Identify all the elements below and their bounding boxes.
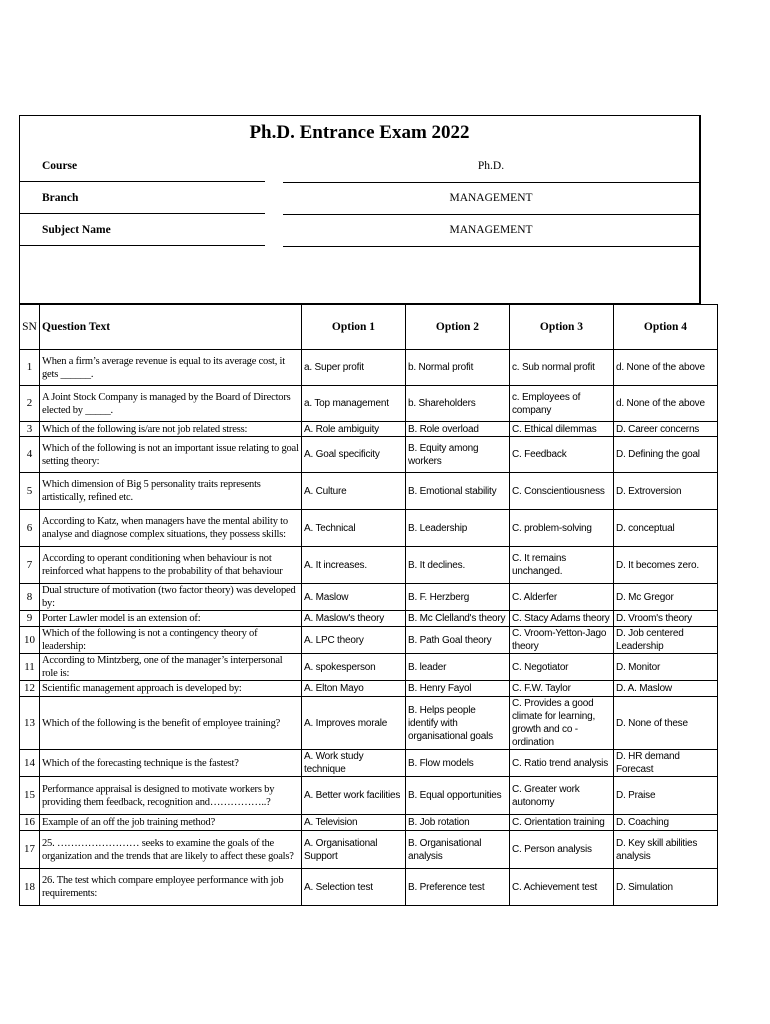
option-3: C. Provides a good climate for learning, growth and co - ordination (510, 697, 614, 750)
option-4: D. None of these (614, 697, 718, 750)
option-1: A. Better work facilities (302, 777, 406, 815)
exam-title: Ph.D. Entrance Exam 2022 (19, 115, 701, 150)
question-number: 10 (20, 627, 40, 654)
option-3: C. Orientation training (510, 815, 614, 831)
option-3: C. Feedback (510, 437, 614, 473)
option-2: B. It declines. (406, 547, 510, 584)
option-2: B. Emotional stability (406, 473, 510, 510)
question-text: Example of an off the job training method? (40, 815, 302, 831)
option-2: B. Henry Fayol (406, 681, 510, 697)
option-2: B. Flow models (406, 750, 510, 777)
option-3: C. Ethical dilemmas (510, 422, 614, 437)
table-row (20, 437, 718, 473)
question-number: 4 (20, 437, 40, 473)
option-4: D. Coaching (614, 815, 718, 831)
option-1: A. Organisational Support (302, 831, 406, 869)
option-1: A. Goal specificity (302, 437, 406, 473)
table-row (20, 697, 718, 750)
table-row (20, 422, 718, 437)
option-1: A. Selection test (302, 869, 406, 906)
option-4: D. Vroom's theory (614, 611, 718, 627)
option-2: b. Shareholders (406, 386, 510, 422)
question-text: According to Katz, when managers have the mental ability to analyse and diagnose complex situations, they possess skills: (40, 510, 302, 547)
question-text: 26. The test which compare employee performance with job requirements: (40, 869, 302, 906)
table-row (20, 831, 718, 869)
question-number: 17 (20, 831, 40, 869)
subject-label: Subject Name (20, 214, 265, 246)
question-text: Scientific management approach is developed by: (40, 681, 302, 697)
option-2: B. Equity among workers (406, 437, 510, 473)
subject-row (20, 214, 699, 246)
option-4: D. Career concerns (614, 422, 718, 437)
question-number: 5 (20, 473, 40, 510)
option-2: B. Leadership (406, 510, 510, 547)
option-1: A. spokesperson (302, 654, 406, 681)
blank-spacer (19, 246, 701, 304)
option-3: C. Stacy Adams theory (510, 611, 614, 627)
header-sn: SN (20, 305, 40, 350)
table-row (20, 627, 718, 654)
question-number: 2 (20, 386, 40, 422)
question-number: 12 (20, 681, 40, 697)
option-3: C. Achievement test (510, 869, 614, 906)
table-row (20, 681, 718, 697)
question-number: 6 (20, 510, 40, 547)
table-row (20, 386, 718, 422)
question-number: 13 (20, 697, 40, 750)
question-text: Performance appraisal is designed to motivate workers by providing them feedback, recognition and……………..? (40, 777, 302, 815)
header-option-3: Option 3 (510, 305, 614, 350)
option-4: D. Mc Gregor (614, 584, 718, 611)
option-2: B. Organisational analysis (406, 831, 510, 869)
question-number: 7 (20, 547, 40, 584)
option-3: C. Negotiator (510, 654, 614, 681)
option-4: D. Job centered Leadership (614, 627, 718, 654)
question-text: When a firm’s average revenue is equal to its average cost, it gets ______. (40, 350, 302, 386)
table-header-row (20, 305, 718, 350)
option-4: d. None of the above (614, 386, 718, 422)
option-3: C. Alderfer (510, 584, 614, 611)
course-row (20, 150, 699, 182)
course-value: Ph.D. (283, 150, 699, 183)
option-4: D. It becomes zero. (614, 547, 718, 584)
question-number: 1 (20, 350, 40, 386)
option-1: A. Improves morale (302, 697, 406, 750)
table-row (20, 654, 718, 681)
option-2: B. Preference test (406, 869, 510, 906)
option-3: C. Vroom-Yetton-Jago theory (510, 627, 614, 654)
header-option-4: Option 4 (614, 305, 718, 350)
table-row (20, 350, 718, 386)
question-text: Porter Lawler model is an extension of: (40, 611, 302, 627)
option-3: C. problem-solving (510, 510, 614, 547)
question-number: 9 (20, 611, 40, 627)
option-1: A. Elton Mayo (302, 681, 406, 697)
table-row (20, 547, 718, 584)
question-text: Which of the forecasting technique is the fastest? (40, 750, 302, 777)
question-text: A Joint Stock Company is managed by the Board of Directors elected by _____. (40, 386, 302, 422)
option-1: A. Role ambiguity (302, 422, 406, 437)
table-row (20, 777, 718, 815)
option-4: D. HR demand Forecast (614, 750, 718, 777)
option-4: D. Key skill abilities analysis (614, 831, 718, 869)
branch-value: MANAGEMENT (283, 182, 699, 215)
question-text: Which of the following is/are not job related stress: (40, 422, 302, 437)
option-4: D. Simulation (614, 869, 718, 906)
question-text: Which dimension of Big 5 personality traits represents artistically, refined etc. (40, 473, 302, 510)
option-1: A. It increases. (302, 547, 406, 584)
option-2: B. Path Goal theory (406, 627, 510, 654)
option-4: D. Monitor (614, 654, 718, 681)
question-number: 15 (20, 777, 40, 815)
table-row (20, 510, 718, 547)
option-4: D. Praise (614, 777, 718, 815)
option-4: D. A. Maslow (614, 681, 718, 697)
header-option-1: Option 1 (302, 305, 406, 350)
question-number: 14 (20, 750, 40, 777)
table-row (20, 473, 718, 510)
option-4: D. Extroversion (614, 473, 718, 510)
option-2: B. Helps people identify with organisational goals (406, 697, 510, 750)
question-text: According to Mintzberg, one of the manager’s interpersonal role is: (40, 654, 302, 681)
option-3: C. Person analysis (510, 831, 614, 869)
header-option-2: Option 2 (406, 305, 510, 350)
option-4: D. conceptual (614, 510, 718, 547)
option-2: B. F. Herzberg (406, 584, 510, 611)
option-1: A. Maslow (302, 584, 406, 611)
option-3: C. Ratio trend analysis (510, 750, 614, 777)
option-1: A. Technical (302, 510, 406, 547)
table-row (20, 869, 718, 906)
table-row (20, 750, 718, 777)
option-1: A. Maslow's theory (302, 611, 406, 627)
option-1: A. LPC theory (302, 627, 406, 654)
question-number: 3 (20, 422, 40, 437)
option-4: D. Defining the goal (614, 437, 718, 473)
option-3: C. It remains unchanged. (510, 547, 614, 584)
option-2: B. Role overload (406, 422, 510, 437)
questions-table (19, 304, 718, 906)
option-3: C. Greater work autonomy (510, 777, 614, 815)
question-text: Which of the following is not an important issue relating to goal setting theory: (40, 437, 302, 473)
table-row (20, 815, 718, 831)
option-3: C. F.W. Taylor (510, 681, 614, 697)
question-number: 16 (20, 815, 40, 831)
option-1: A. Culture (302, 473, 406, 510)
option-2: B. leader (406, 654, 510, 681)
option-4: d. None of the above (614, 350, 718, 386)
option-3: c. Employees of company (510, 386, 614, 422)
table-row (20, 584, 718, 611)
question-text: Which of the following is not a contingency theory of leadership: (40, 627, 302, 654)
option-2: B. Equal opportunities (406, 777, 510, 815)
question-number: 11 (20, 654, 40, 681)
option-3: c. Sub normal profit (510, 350, 614, 386)
question-number: 18 (20, 869, 40, 906)
exam-meta (19, 150, 701, 246)
questions-body (20, 350, 718, 906)
option-1: a. Top management (302, 386, 406, 422)
option-1: a. Super profit (302, 350, 406, 386)
option-2: B. Mc Clelland's theory (406, 611, 510, 627)
option-1: A. Television (302, 815, 406, 831)
course-label: Course (20, 150, 265, 182)
option-1: A. Work study technique (302, 750, 406, 777)
question-text: According to operant conditioning when behaviour is not reinforced what happens to the probability of that behaviour (40, 547, 302, 584)
question-text: Which of the following is the benefit of employee training? (40, 697, 302, 750)
branch-label: Branch (20, 182, 265, 214)
option-3: C. Conscientiousness (510, 473, 614, 510)
branch-row (20, 182, 699, 214)
question-text: 25. …………………… seeks to examine the goals of the organization and the trends that are likely to affect these goals? (40, 831, 302, 869)
subject-value: MANAGEMENT (283, 214, 699, 247)
option-2: b. Normal profit (406, 350, 510, 386)
exam-sheet (19, 115, 705, 906)
header-question: Question Text (40, 305, 302, 350)
question-text: Dual structure of motivation (two factor theory) was developed by: (40, 584, 302, 611)
table-row (20, 611, 718, 627)
option-2: B. Job rotation (406, 815, 510, 831)
question-number: 8 (20, 584, 40, 611)
